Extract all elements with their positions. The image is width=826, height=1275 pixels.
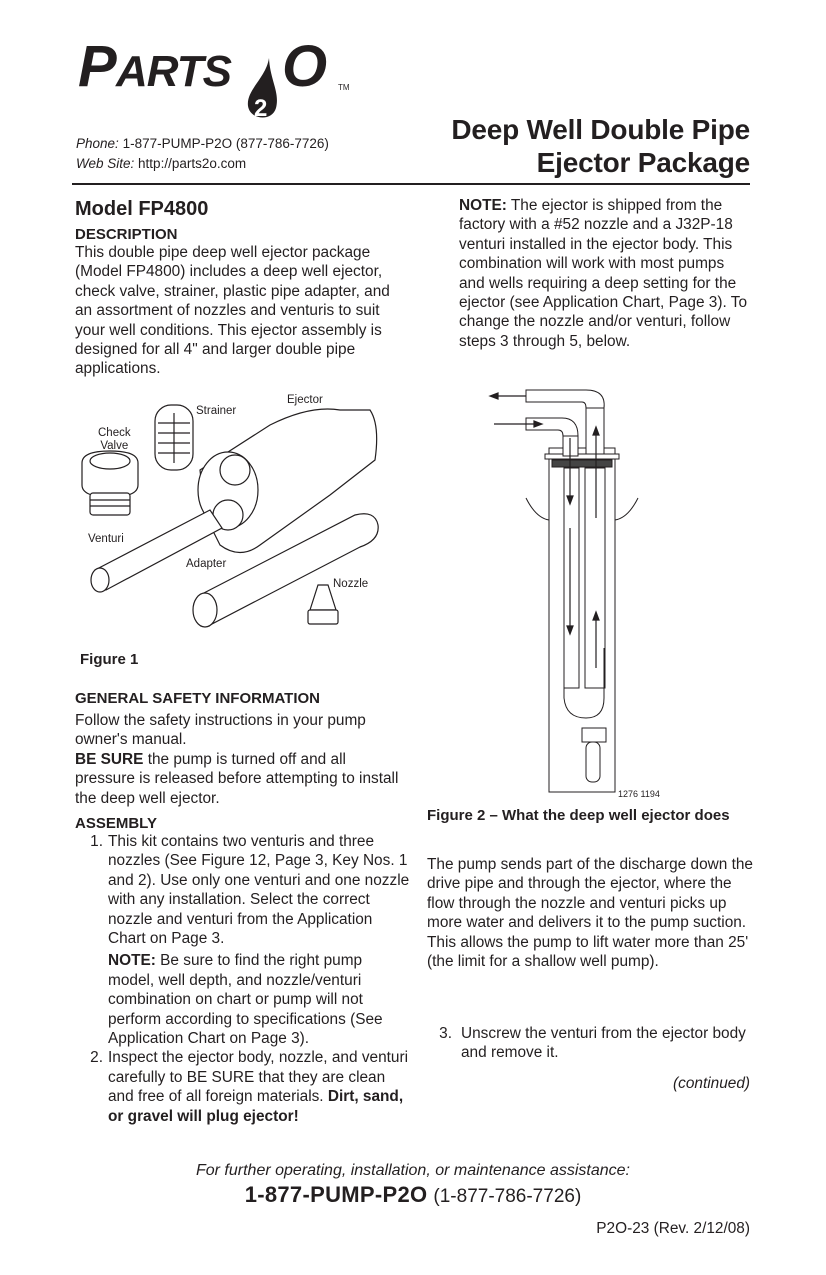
logo-text-arts: ARTS <box>116 47 231 96</box>
label-venturi: Venturi <box>88 533 124 545</box>
figure-2-well-diagram <box>486 378 666 798</box>
footer-phone-vanity[interactable]: 1-877-PUMP-P2O <box>244 1182 428 1207</box>
footer-phone <box>0 1182 826 1208</box>
label-nozzle: Nozzle <box>333 578 369 590</box>
label-strainer: Strainer <box>196 405 237 417</box>
document-number: P2O-23 (Rev. 2/12/08) <box>596 1220 750 1237</box>
factory-note: NOTE: The ejector is shipped from the factory with a #52 nozzle and a J32P-18 venturi installed in the ejector body. This combination will work with most pumps and wells requiring a deep setting for the ejector (see Application Chart, Page 3). To change the nozzle and/or venturi, follow steps 3 through 5, below. <box>459 197 748 350</box>
continued-note: (continued) <box>673 1075 750 1092</box>
safety-heading: GENERAL SAFETY INFORMATION <box>75 690 321 707</box>
well-seal <box>552 460 612 467</box>
description-heading: DESCRIPTION <box>75 226 178 243</box>
figure-2-description: The pump sends part of the discharge down the drive pipe and through the ejector, where the flow through the nozzle and venturi picks up more water and delivers it to the pump suction. This allows the pump to lift water more than 25' (the limit for a shallow well pump). <box>427 856 753 971</box>
trademark-symbol: TM <box>338 83 350 92</box>
contact-info <box>76 134 329 174</box>
logo-digit-2: 2 <box>254 95 268 122</box>
step-1: 1. This kit contains two venturis and three nozzles (See Figure 12, Page 3, Key Nos. 1 and 2). Use only one venturi and one nozzle with any installation. Select the correct nozzle and venturi from the Application Chart on Page 3. NOTE: Be sure to find the right pump model, well depth, and nozzle/venturi combination on chart or pump will not perform according to specifications (See Application Chart on Page 3). <box>90 833 410 1048</box>
well-drawing <box>486 378 666 798</box>
figure-2-code: 1276 1194 <box>618 789 660 799</box>
website-line: Web Site: http://parts2o.com <box>76 156 247 171</box>
step-2: 2. Inspect the ejector body, nozzle, and venturi carefully to BE SURE that they are clean and free of all foreign materials. Dirt, sand, or gravel will plug ejector! <box>90 1049 409 1125</box>
phone-line: Phone: 1-877-PUMP-P2O (877-786-7726) <box>76 136 329 151</box>
description-text: This double pipe deep well ejector package (Model FP4800) includes a deep well ejector, check valve, strainer, plastic pipe adapter, and an assortment of nozzles and venturis to suit your well conditions. This ejector assembly is designed for all 4" and larger double pipe applications. <box>75 244 390 378</box>
label-ejector: Ejector <box>287 394 323 406</box>
parts-drawing <box>70 385 400 655</box>
assistance-note: For further operating, installation, or maintenance assistance: <box>195 1162 630 1179</box>
assembly-heading: ASSEMBLY <box>75 815 157 832</box>
parts2o-logo <box>76 28 366 128</box>
step-1-note: NOTE: Be sure to find the right pump model, well depth, and nozzle/venturi combination on chart or pump will not perform according to specifications (See Application Chart on Page 3). <box>108 952 383 1048</box>
figure-1-caption: Figure 1 <box>80 651 139 668</box>
phone-value: 1-877-PUMP-P2O (877-786-7726) <box>122 136 329 151</box>
figure-2-caption: Figure 2 – What the deep well ejector does <box>427 807 730 824</box>
header-divider <box>72 183 750 185</box>
document-title: Deep Well Double Pipe Ejector Package <box>451 114 750 178</box>
safety-paragraph-2: BE SURE the pump is turned off and all pressure is released before attempting to install the deep well ejector. <box>75 751 399 807</box>
label-check-valve: Check Valve <box>98 427 131 452</box>
label-adapter: Adapter <box>186 558 227 570</box>
step-3: 3. Unscrew the venturi from the ejector body and remove it. <box>439 1025 746 1062</box>
model-heading: Model FP4800 <box>75 198 209 220</box>
website-link[interactable]: http://parts2o.com <box>138 156 247 171</box>
safety-paragraph-1: Follow the safety instructions in your pump owner's manual. <box>75 712 366 749</box>
footer-phone-numeric[interactable]: (1-877-786-7726) <box>433 1186 582 1207</box>
assembly-steps <box>75 832 410 1126</box>
venturi-drawing <box>95 510 222 590</box>
logo-text-parts: P <box>78 34 117 99</box>
figure-1-parts-illustration <box>70 385 400 655</box>
logo-text-o: O <box>282 34 328 99</box>
